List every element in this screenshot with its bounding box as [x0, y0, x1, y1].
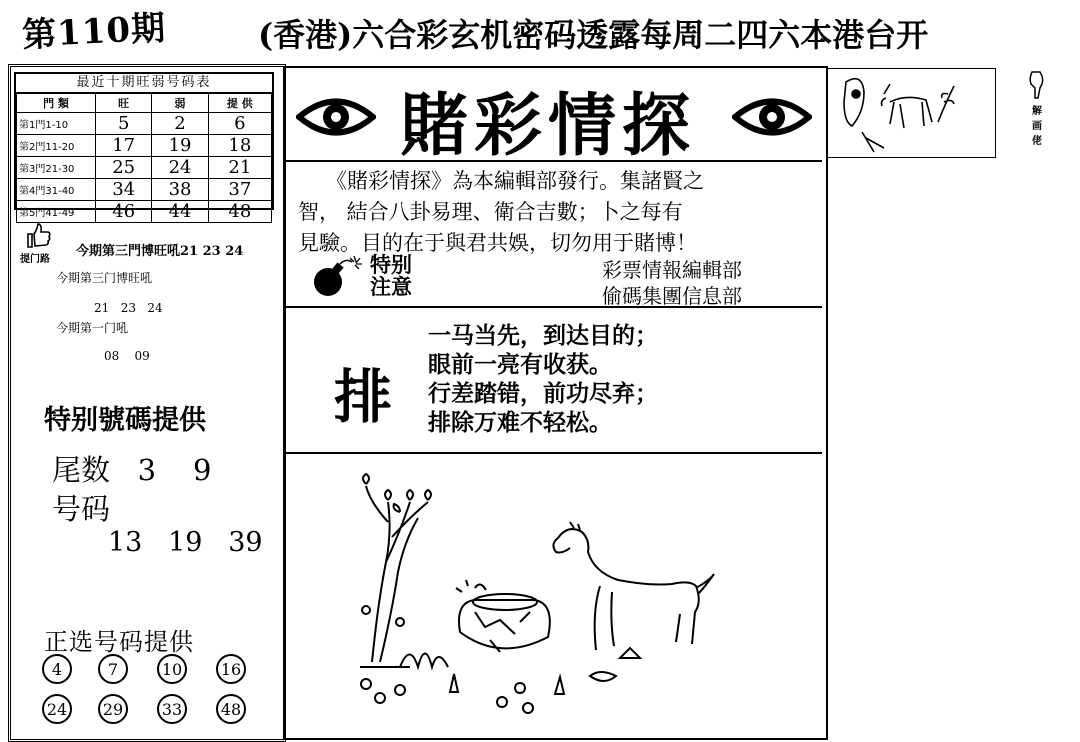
table-cell: 46 [96, 201, 152, 223]
poem-line: 行差踏错，前功尽弃； [428, 381, 658, 407]
tip-numbers-1: 21 23 24 [94, 301, 163, 315]
table-cell: 34 [96, 179, 152, 201]
row-label: 第1門1-10 [17, 113, 96, 135]
table-row [17, 135, 272, 157]
column-header: 提 供 [208, 94, 271, 113]
table-cell: 44 [152, 201, 208, 223]
thumbs-up-icon [24, 220, 52, 250]
table-row [17, 201, 272, 223]
number-ball: 48 [216, 694, 246, 724]
tip-numbers-2: 08 09 [104, 349, 150, 363]
riddle-illustration [834, 72, 964, 154]
table-cell: 25 [96, 157, 152, 179]
hot-cold-table [14, 72, 274, 222]
tip-sub-1: 今期第三门博旺吼 [56, 271, 153, 285]
riddle-label: 解画佬 [1032, 106, 1042, 147]
row-label: 第2門11-20 [17, 135, 96, 157]
poem-line: 眼前一亮有收获。 [428, 352, 612, 378]
poem [428, 322, 658, 438]
code-label: 号码 [52, 492, 111, 526]
tip-sub-2: 今期第一门吼 [56, 321, 129, 335]
intro-line: 《賭彩情探》為本編輯部發行。集諸賢之 [326, 169, 704, 193]
poem-line: 一马当先，到达目的； [428, 323, 658, 349]
notice-line: 特别 [370, 253, 412, 277]
number-table [16, 93, 272, 223]
number-ball: 16 [216, 654, 246, 684]
table-title: 最近十期旺弱号码表 [16, 74, 272, 93]
department-1: 彩票情報編輯部 [602, 258, 742, 282]
table-row [17, 113, 272, 135]
table-row [17, 157, 272, 179]
code-numbers: 13 19 39 [108, 527, 263, 558]
intro-text [298, 166, 818, 259]
table-cell: 19 [152, 135, 208, 157]
table-header-row [17, 94, 272, 113]
number-ball: 7 [98, 654, 128, 684]
tip-label: 提门路 [20, 254, 50, 265]
tip-main: 今期第三門博旺吼21 23 24 [76, 244, 244, 259]
number-ball: 24 [42, 694, 72, 724]
table-cell: 6 [208, 113, 271, 135]
number-ball: 4 [42, 654, 72, 684]
number-ball: 29 [98, 694, 128, 724]
table-cell: 24 [152, 157, 208, 179]
pointing-hand-icon [1026, 70, 1048, 100]
poem-key-character: 排 [334, 363, 393, 431]
pick-title: 正选号码提供 [44, 628, 194, 656]
table-cell: 38 [152, 179, 208, 201]
issue-number: 第110期 [21, 8, 168, 56]
column-header: 旺 [96, 94, 152, 113]
row-label: 第5門41-49 [17, 201, 96, 223]
number-ball: 33 [157, 694, 187, 724]
table-cell: 21 [208, 157, 271, 179]
table-cell: 37 [208, 179, 271, 201]
row-label: 第4門31-40 [17, 179, 96, 201]
intro-line: 智， 結合八卦易理、衛合吉數；卜之每有 [298, 200, 683, 224]
row-label: 第3門21-30 [17, 157, 96, 179]
number-ball: 10 [157, 654, 187, 684]
table-cell: 5 [96, 113, 152, 135]
bomb-icon [310, 254, 366, 298]
column-header: 弱 [152, 94, 208, 113]
eye-icon [732, 94, 812, 140]
notice-line: 注意 [370, 275, 412, 299]
intro-line: 見驗。目的在于與君共娛，切勿用于賭博！ [298, 231, 697, 255]
horse-tree-illustration [300, 462, 816, 730]
table-row [17, 179, 272, 201]
table-cell: 18 [208, 135, 271, 157]
tail-numbers: 尾数 3 9 [52, 453, 212, 487]
table-cell: 2 [152, 113, 208, 135]
special-notice [370, 254, 412, 298]
column-header: 門 類 [17, 94, 96, 113]
banner-title: 賭彩情探 [400, 86, 697, 166]
headline: (香港)六合彩玄机密码透露每周二四六本港台开 [258, 16, 929, 54]
department-2: 偷碼集團信息部 [602, 284, 742, 308]
special-title: 特别號碼提供 [44, 405, 206, 436]
table-cell: 48 [208, 201, 271, 223]
eye-icon [296, 94, 376, 140]
table-cell: 17 [96, 135, 152, 157]
poem-line: 排除万难不轻松。 [428, 410, 612, 436]
